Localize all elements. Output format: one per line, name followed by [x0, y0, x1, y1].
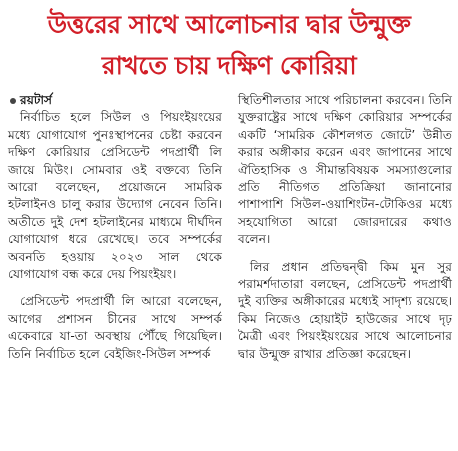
bullet-icon — [10, 98, 16, 104]
paragraph: স্থিতিশীলতার সাথে পরিচালনা করবেন। তিনি যুক্তরাষ্ট্রের সাথে দক্ষিণ কোরিয়ার সম্পর্কের একটি ‘সামরিক কৌশলগত জোটে’ উন্নীত করার অঙ্গীকার করেন এবং জাপানের সাথে ঐতিহাসিক ও সীমান্তবিষয়ক সমস্যাগুলোর প্রতি নীতিগত প্রতিক্রিয়া জানানোর পাশাপাশি সিউল-ওয়াশিংটন-টোকিওর মধ্যে সহযোগিতা আরো জোরদারের কথাও বলেন। — [238, 93, 452, 247]
paragraph: নির্বাচিত হলে সিউল ও পিয়ংইয়ংয়ের মধ্যে যোগাযোগ পুনঃস্থাপনের চেষ্টা করবেন দক্ষিণ কোরিয়ার প্রেসিডেন্ট পদপ্রার্থী লি জায়ে মিউং। সোমবার ওই বক্তব্যে তিনি আরো বলেছেন, প্রয়োজনে সামরিক হটলাইনও চালু করার উদ্যোগ নেবেন তিনি। অতীতে দুই দেশ হটলাইনের মাধ্যমে দীর্ঘদিন যোগাযোগ ধরে রেখেছে। তবে সম্পর্কের অবনতি হওয়ায় ২০২৩ সাল থেকে যোগাযোগ বন্ধ করে দেয় পিয়ংইয়ং। — [8, 110, 222, 282]
paragraph: লির প্রধান প্রতিদ্বন্দ্বী কিম মুন সুর পরামর্শদাতারা বলছেন, প্রেসিডেন্ট পদপ্রার্থী দুই ব্যক্তির অঙ্গীকারের মধ্যেই সাদৃশ্য রয়েছে। কিম নিজেও হোয়াইট হাউজের সাথে দৃঢ় মৈত্রী এবং পিয়ংইয়ংয়ের সাথে আলোচনার দ্বার উন্মুক্ত রাখার প্রতিজ্ঞা করেছেন। — [238, 259, 452, 361]
headline-line-1: উত্তরের সাথে আলোচনার দ্বার উন্মুক্ত — [47, 10, 411, 39]
right-column — [238, 92, 452, 446]
headline — [6, 4, 452, 86]
article-body — [8, 92, 452, 446]
left-column — [8, 92, 222, 446]
headline-line-2: রাখতে চায় দক্ষিণ কোরিয়া — [101, 51, 357, 80]
paragraph: প্রেসিডেন্ট পদপ্রার্থী লি আরো বলেছেন, আগের প্রশাসন চীনের সাথে সম্পর্ক একেবারে যা-তা অবস্থায় পৌঁছে গিয়েছিল। তিনি নির্বাচিত হলে বেইজিং-সিউল সম্পর্ক — [8, 294, 222, 361]
agency-name: রয়টার্স — [20, 93, 53, 107]
byline — [8, 92, 222, 109]
